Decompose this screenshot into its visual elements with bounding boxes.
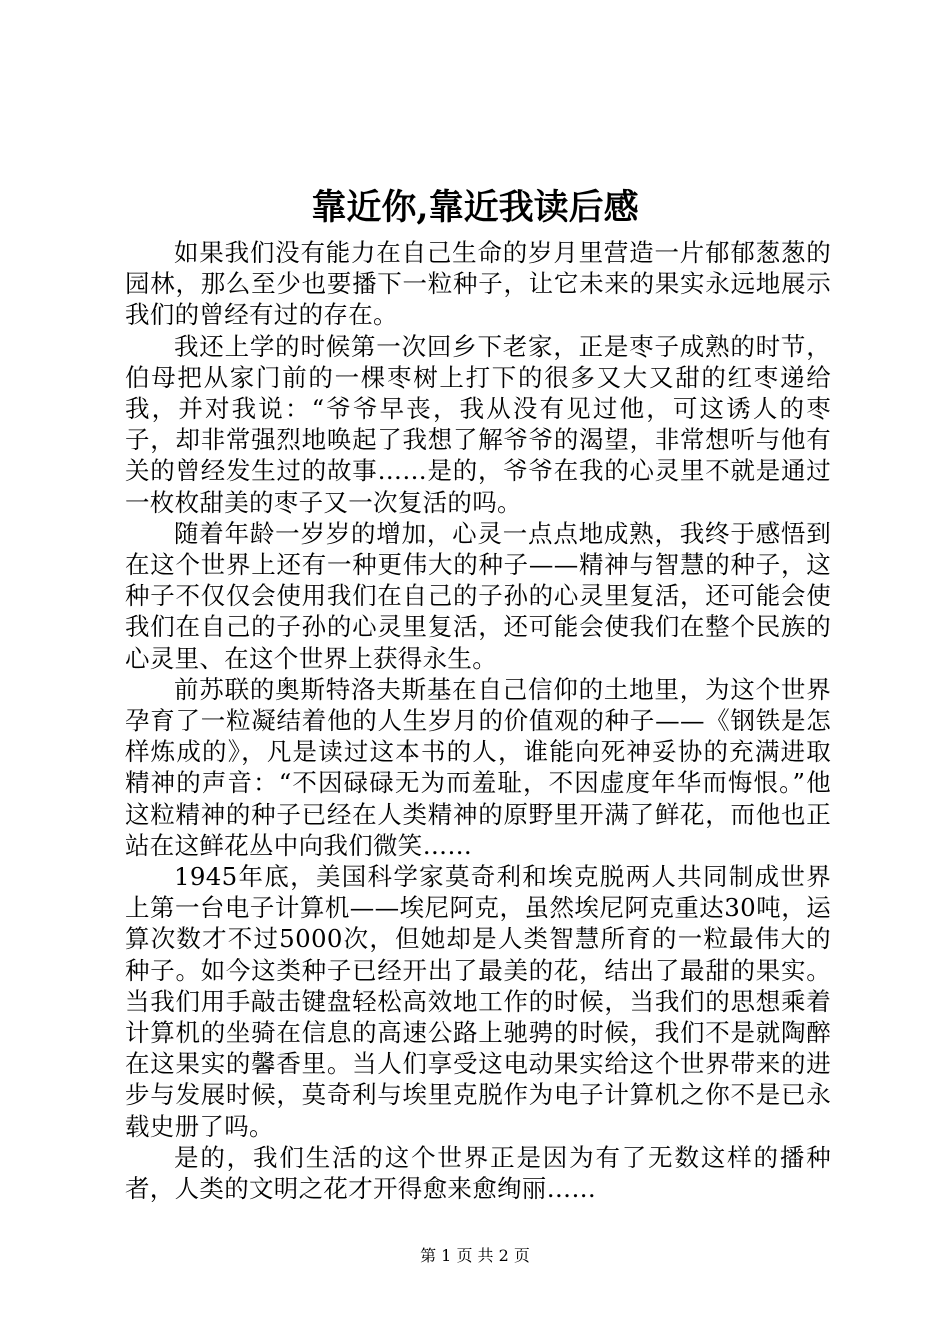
page-number-footer: 第 1 页 共 2 页	[420, 1246, 530, 1265]
paragraph-5: 1945年底，美国科学家莫奇利和埃克脱两人共同制成世界上第一台电子计算机——埃尼阿克，虽然埃尼阿克重达30吨，运算次数才不过5000次，但她却是人类智慧所育的一粒最伟大的种子。如今这类种子已经开出了最美的花，结出了最甜的果实。当我们用手敲击键盘轻松高效地工作的时候，当我们的思想乘着计算机的坐骑在信息的高速公路上驰骋的时候，我们不是就陶醉在这果实的馨香里。当人们享受这电动果实给这个世界带来的进步与发展时候，莫奇利与埃里克脱作为电子计算机之你不是已永载史册了吗。	[125, 862, 831, 1141]
paragraph-6: 是的，我们生活的这个世界正是因为有了无数这样的播种者，人类的文明之花才开得愈来愈绚丽……	[125, 1142, 831, 1204]
paragraph-3: 随着年龄一岁岁的增加，心灵一点点地成熟，我终于感悟到在这个世界上还有一种更伟大的种子——精神与智慧的种子，这种子不仅仅会使用我们在自己的子孙的心灵里复活，还可能会使我们在自己的子孙的心灵里复活，还可能会使我们在整个民族的心灵里、在这个世界上获得永生。	[125, 518, 831, 673]
document-body	[125, 237, 831, 1204]
document-title: 靠近你,靠近我读后感	[311, 187, 639, 228]
paragraph-4: 前苏联的奥斯特洛夫斯基在自己信仰的土地里，为这个世界孕育了一粒凝结着他的人生岁月的价值观的种子——《钢铁是怎样炼成的》，凡是读过这本书的人，谁能向死神妥协的充满进取精神的声音：“不因碌碌无为而羞耻，不因虚度年华而悔恨。”他这粒精神的种子已经在人类精神的原野里开满了鲜花，而他也正站在这鲜花丛中向我们微笑……	[125, 674, 831, 860]
paragraph-1: 如果我们没有能力在自己生命的岁月里营造一片郁郁葱葱的园林，那么至少也要播下一粒种子，让它未来的果实永远地展示我们的曾经有过的存在。	[125, 238, 831, 330]
paragraph-2: 我还上学的时候第一次回乡下老家，正是枣子成熟的时节，伯母把从家门前的一棵枣树上打下的很多又大又甜的红枣递给我，并对我说：“爷爷早丧，我从没有见过他，可这诱人的枣子，却非常强烈地唤起了我想了解爷爷的渴望，非常想听与他有关的曾经发生过的故事……是的，爷爷在我的心灵里不就是通过一枚枚甜美的枣子又一次复活的吗。	[125, 331, 831, 517]
